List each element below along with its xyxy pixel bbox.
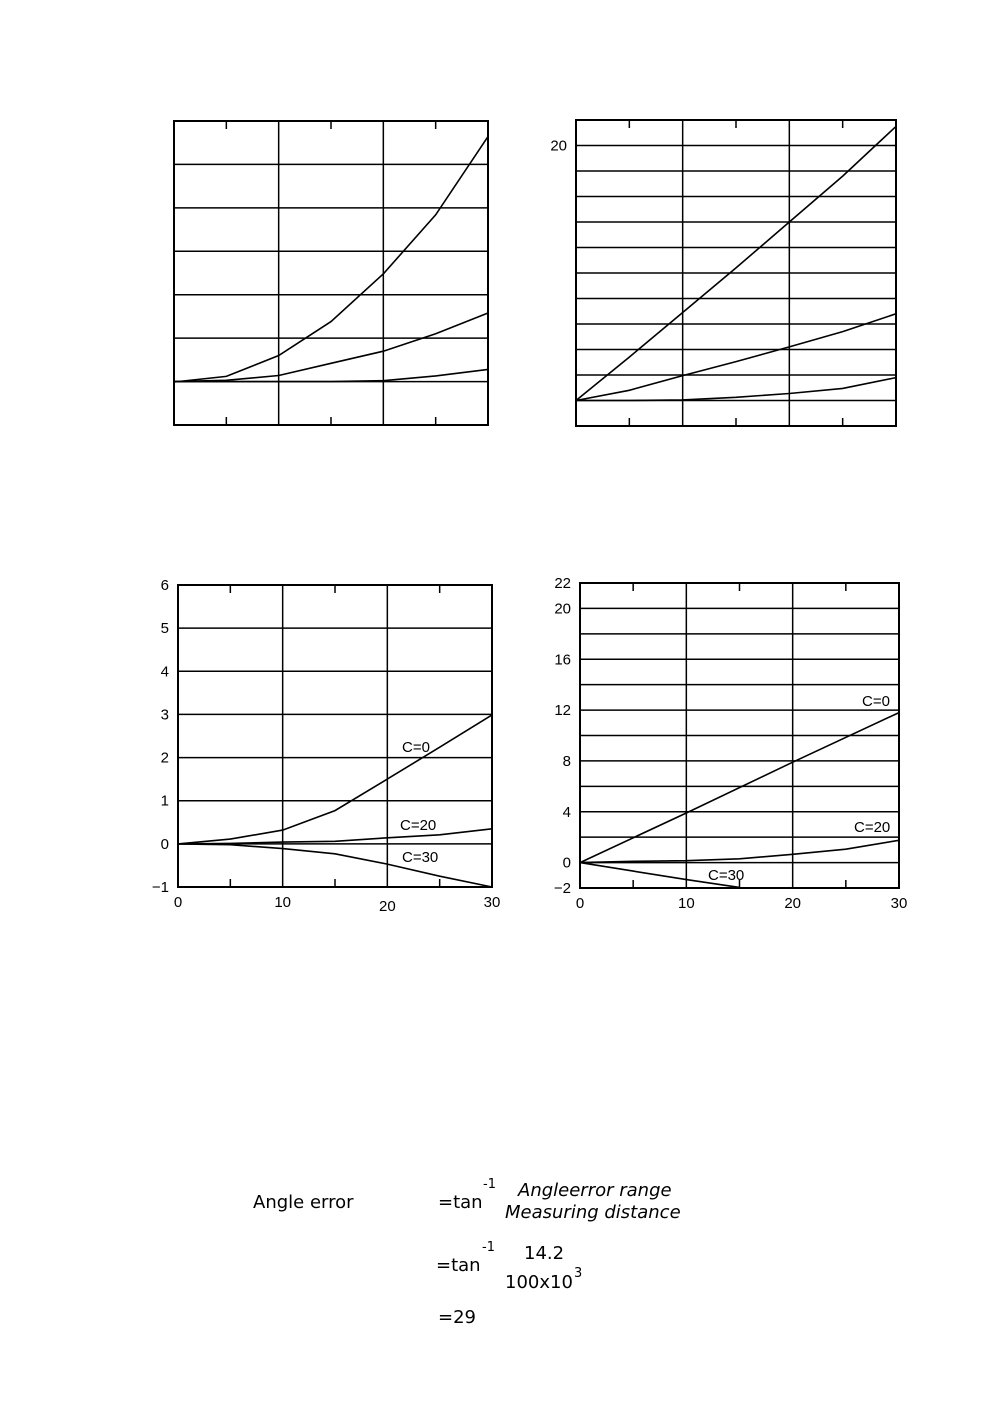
series-annotation: C=20 bbox=[400, 817, 437, 834]
formula-value-exponent: 3 bbox=[574, 1266, 583, 1281]
y-tick-label: 0 bbox=[562, 854, 571, 872]
x-tick-label: 30 bbox=[890, 895, 908, 912]
chart-bottom-right bbox=[554, 575, 907, 912]
y-tick-label: 3 bbox=[160, 706, 169, 724]
formula-tan-exponent-2: -1 bbox=[482, 1240, 495, 1255]
formula-label: Angle error bbox=[253, 1192, 354, 1213]
formula-denominator: Measuring distance bbox=[505, 1202, 681, 1223]
formula-tan-exponent: -1 bbox=[483, 1177, 496, 1192]
x-tick-label: 20 bbox=[378, 898, 396, 915]
chart-bottom-left bbox=[152, 577, 500, 915]
y-tick-label: 1 bbox=[160, 792, 169, 810]
y-tick-label: 20 bbox=[550, 137, 567, 155]
y-tick-label: 8 bbox=[562, 752, 571, 770]
x-tick-label: 0 bbox=[575, 895, 585, 912]
series-line-c-0 bbox=[178, 715, 492, 844]
formula-tan-prefix-2: =tan bbox=[436, 1255, 481, 1276]
formula-numerator: Angleerror range bbox=[518, 1180, 672, 1201]
formula-value-denominator: 100x10 bbox=[505, 1272, 573, 1293]
x-tick-label: 10 bbox=[274, 894, 292, 911]
x-tick-label: 30 bbox=[483, 894, 501, 911]
series-line-steep bbox=[576, 126, 896, 400]
y-tick-label: 16 bbox=[554, 651, 571, 669]
y-tick-label: 4 bbox=[160, 663, 169, 681]
series-line-middle bbox=[174, 313, 488, 382]
y-tick-label: 5 bbox=[160, 620, 169, 638]
series-annotation: C=0 bbox=[862, 693, 890, 710]
x-tick-label: 20 bbox=[784, 895, 802, 912]
y-tick-label: 6 bbox=[160, 577, 169, 594]
formula-value-numerator: 14.2 bbox=[524, 1243, 565, 1264]
plot-frame bbox=[174, 121, 488, 425]
series-annotation: C=0 bbox=[402, 739, 430, 756]
y-tick-label: 22 bbox=[554, 575, 571, 592]
y-tick-label: −2 bbox=[553, 880, 571, 897]
y-tick-label: −1 bbox=[151, 879, 169, 896]
formula-tan-prefix: =tan bbox=[438, 1192, 483, 1213]
y-tick-label: 20 bbox=[554, 600, 571, 618]
y-tick-label: 4 bbox=[562, 803, 571, 821]
y-tick-label: 12 bbox=[554, 702, 571, 720]
series-annotation: C=30 bbox=[708, 867, 745, 884]
chart-top-left bbox=[174, 121, 488, 425]
x-tick-label: 0 bbox=[173, 894, 183, 911]
formula-result: =29 bbox=[438, 1307, 476, 1328]
x-tick-label: 10 bbox=[677, 895, 695, 912]
y-tick-label: 0 bbox=[160, 835, 169, 853]
y-tick-label: 2 bbox=[160, 749, 169, 767]
series-line-c-20 bbox=[178, 829, 492, 844]
chart-top-right bbox=[550, 120, 896, 426]
series-annotation: C=30 bbox=[402, 849, 439, 866]
series-line-upper bbox=[174, 137, 488, 382]
series-annotation: C=20 bbox=[854, 819, 891, 836]
series-line-lower bbox=[576, 378, 896, 401]
series-line-c-20 bbox=[580, 840, 899, 862]
